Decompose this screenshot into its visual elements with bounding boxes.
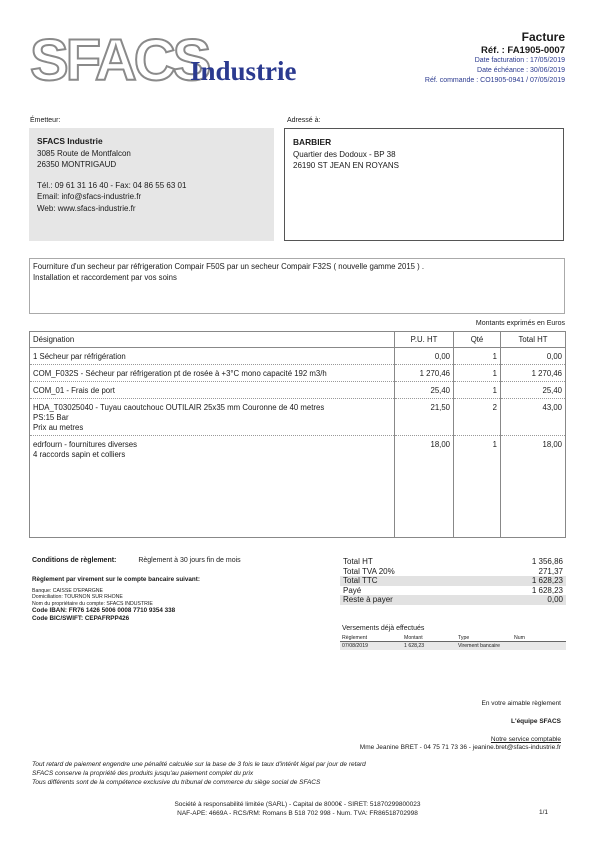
logo-industrie-text: Industrie [190,56,297,86]
row-designation [30,382,395,399]
table-row [30,436,566,538]
total-ht-row [340,557,566,567]
logo-sfacs-text: SFACS [30,30,209,90]
table-row [30,365,566,382]
due-date: Date échéance : 30/06/2019 [477,67,565,74]
designation-line: edrfourn - fournitures diverses [33,440,138,449]
closing-regards: En votre aimable règlement [481,700,561,707]
payment-num [512,642,566,651]
header-designation: Désignation [30,332,395,348]
recipient-address1: Quartier des Dodoux - BP 38 [293,149,396,159]
paid-row [340,586,566,596]
header-unit-price: P.U. HT [395,332,454,348]
total-label: Reste à payer [340,595,478,605]
items-table [29,331,566,538]
designation-line: COM_01 - Frais de port [33,386,115,395]
payments-header-date: Règlement [340,635,402,642]
emitter-phone: Tél.: 09 61 31 16 40 - Fax: 04 86 55 63 01 [37,180,187,190]
row-total: 1 270,46 [501,365,566,382]
bank-details [32,588,175,622]
row-unit-price: 0,00 [395,348,454,365]
bank-name: Banque: CAISSE D'EPARGNE [32,588,103,594]
row-unit-price: 25,40 [395,382,454,399]
company-logo [30,30,320,90]
invoice-date: Date facturation : 17/05/2019 [474,57,565,64]
total-value: 1 356,86 [531,557,563,566]
recipient-address2: 26190 ST JEAN EN ROYANS [293,161,399,170]
total-ttc-row [340,576,566,586]
row-quantity: 1 [454,348,501,365]
recipient-name: BARBIER [293,137,332,147]
conditions-label: Conditions de règlement: [32,557,117,564]
row-designation [30,365,395,382]
total-value: 1 628,23 [531,585,563,595]
payments-header-type: Type [456,635,512,642]
designation-line: Prix au metres [33,423,84,432]
designation-line: PS:15 Bar [33,413,69,422]
total-label: Total TVA 20% [343,566,395,576]
bank-iban: Code IBAN: FR76 1426 5006 0008 7710 9354 338 [32,607,176,615]
row-quantity: 1 [454,382,501,399]
description-line2: Installation et raccordement par vos soins [33,272,177,282]
legal-footer [0,801,595,818]
conditions-value: Règlement à 30 jours fin de mois [138,557,241,564]
total-label: Total HT [343,557,373,566]
total-value: 0,00 [478,595,566,605]
row-total: 43,00 [501,399,566,436]
row-quantity: 2 [454,399,501,436]
total-value: 1 628,23 [478,576,566,586]
payments-title: Versements déjà effectués [342,625,425,632]
row-total: 25,40 [501,382,566,399]
penalty-line: Tout retard de paiement engendre une pénalité calculée sur la base de 3 fois le taux d'intérêt légal par jour de retard [32,761,366,768]
payment-type: Virement bancaire [456,642,512,651]
header-total: Total HT [501,332,566,348]
header-quantity: Qté [454,332,501,348]
row-designation [30,348,395,365]
payment-conditions [32,557,241,564]
penalty-line: Tous différents sont de la compétence exclusive du tribunal de commerce du siège social de SFACS [32,778,321,786]
bank-owner: Nom du propriétaire du compte: SFACS INDUSTRIE [32,600,153,607]
penalty-notice [32,761,366,787]
order-reference: Réf. commande : CO1905-0941 / 07/05/2019 [424,77,565,84]
accounting-service: Notre service comptable [490,736,561,743]
row-unit-price: 1 270,46 [395,365,454,382]
payments-header-amount: Montant [402,635,456,642]
emitter-address2: 26350 MONTRIGAUD [37,160,117,169]
footer-line: NAF-APE: 4669A - RCS/RM: Romans B 518 702 998 - Num. TVA: FR86518702998 [177,809,418,817]
totals-table [340,557,566,605]
currency-note: Montants exprimés en Euros [475,320,565,327]
payment-date: 07/08/2019 [340,642,402,651]
invoice-title: Facture [521,30,565,44]
row-designation [30,399,395,436]
recipient-box [284,128,564,241]
designation-line: HDA_T03025040 - Tuyau caoutchouc OUTILAIR 25x35 mm Couronne de 40 metres [33,403,325,412]
designation-line: 4 raccords sapin et colliers [33,450,126,459]
penalty-line: SFACS conserve la propriété des produits jusqu'au paiement complet du prix [32,769,254,777]
page-number: 1/1 [538,809,548,816]
emitter-email: Email: info@sfacs-industrie.fr [37,192,142,201]
description-line1: Fourniture d'un secheur par réfrigeration Compair F50S par un secheur Compair F32S ( nouvelle gamme 2015 ) . [33,262,425,271]
invoice-reference: Réf. : FA1905-0007 [481,45,565,56]
row-total: 18,00 [501,436,566,538]
items-header-row [30,332,566,348]
row-unit-price: 21,50 [395,399,454,436]
bank-bic: Code BIC/SWIFT: CEPAFRPP426 [32,614,130,622]
recipient-label: Adressé à: [287,117,321,124]
payment-amount: 1 628,23 [402,642,456,651]
emitter-name: SFACS Industrie [37,136,103,146]
accounting-contact: Mme Jeanine BRET - 04 75 71 73 36 - jeanine.bret@sfacs-industrie.fr [359,744,561,751]
payments-header-num: Num [512,635,566,642]
emitter-address1: 3085 Route de Montfalcon [37,148,131,158]
total-tva-row [340,567,566,577]
bank-domiciliation: Domiciliation: TOURNON SUR RHONE [32,594,123,601]
remaining-row [340,595,566,605]
description-box [29,258,565,314]
row-unit-price: 18,00 [395,436,454,538]
emitter-box [29,128,274,241]
total-label: Total TTC [340,576,478,586]
footer-line: Société à responsabilité limitée (SARL) - Capital de 8000€ - SIRET: 51870299800023 [174,801,421,808]
table-row [30,348,566,365]
payments-table [340,635,566,650]
table-row [30,399,566,436]
designation-line: 1 Sécheur par réfrigération [33,352,126,361]
row-total: 0,00 [501,348,566,365]
closing-team: L'équipe SFACS [511,718,561,725]
emitter-web: Web: www.sfacs-industrie.fr [37,203,136,213]
total-label: Payé [343,585,362,595]
emitter-label: Émetteur: [30,117,61,124]
row-quantity: 1 [454,365,501,382]
designation-line: COM_F032S - Sécheur par réfrigeration pt de rosée à +3°C mono capacité 192 m3/h [33,369,327,378]
row-designation [30,436,395,538]
row-quantity: 1 [454,436,501,538]
total-value: 271,37 [538,566,563,576]
bank-transfer-title: Règlement par virement sur le compte bancaire suivant: [32,576,200,583]
invoice-header [425,30,565,86]
payment-row [340,642,566,651]
table-row [30,382,566,399]
